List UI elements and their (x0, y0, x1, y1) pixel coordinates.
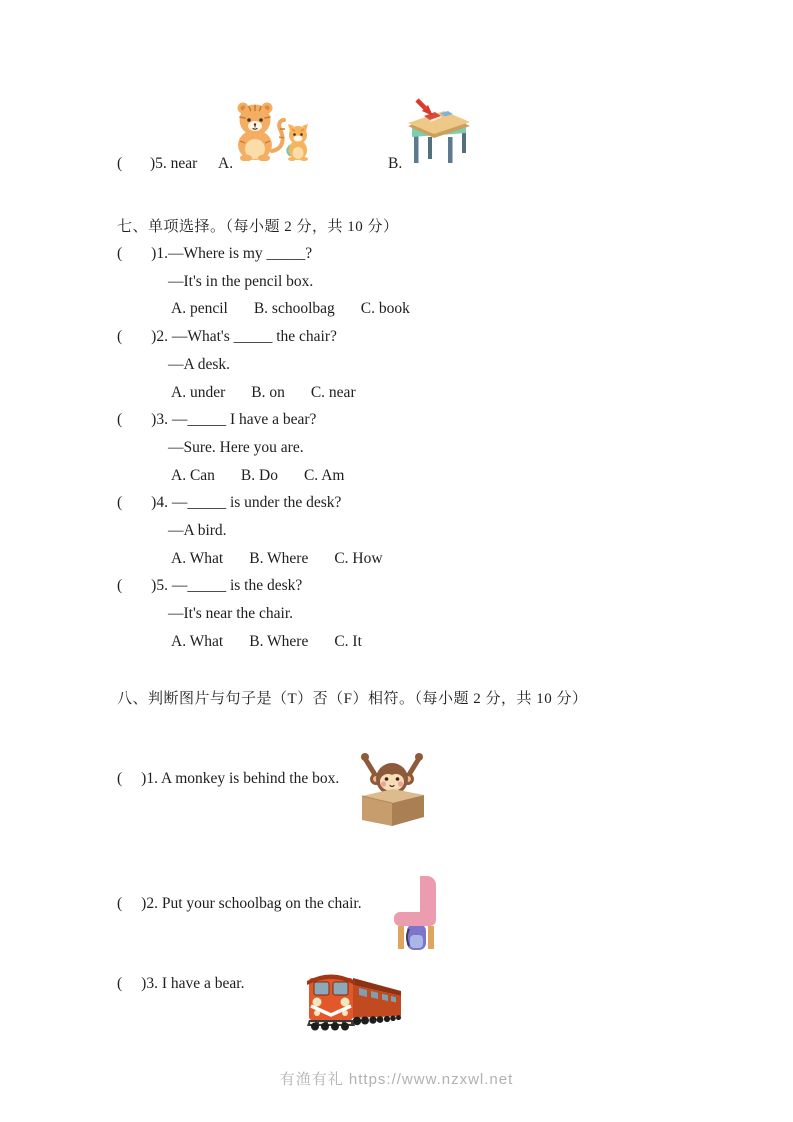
section7-questions (0, 240, 793, 656)
tiger-and-cat-image (228, 99, 313, 161)
question-1-options (0, 295, 793, 323)
question-5-options (0, 628, 793, 656)
judge-item-2 (117, 838, 445, 915)
judge-item-3-text: )3. I have a bear. (141, 975, 245, 992)
judge-item-1 (117, 712, 434, 790)
question-2-options (0, 379, 793, 407)
option-c: C. near (310, 383, 356, 401)
option-b-label: B. (388, 155, 403, 172)
option-b: B. Do (240, 466, 278, 484)
question-4-line (0, 489, 793, 517)
answer-paren: ( (117, 975, 123, 992)
option-c: C. book (360, 300, 410, 318)
option-c: C. It (334, 632, 362, 650)
option-a: A. under (171, 383, 226, 401)
question-3-answer: —Sure. Here you are. (168, 438, 304, 456)
train-image (301, 928, 408, 995)
option-a: A. pencil (171, 300, 228, 318)
question-4-options (0, 545, 793, 573)
option-c: C. Am (303, 466, 345, 484)
option-a: A. What (171, 632, 224, 650)
judge-item-1-text: )1. A monkey is behind the box. (141, 770, 340, 787)
option-a-label: A. (218, 155, 234, 172)
question-4-answer: —A bird. (168, 522, 227, 540)
question-2-line (0, 323, 793, 351)
question-3-line (0, 406, 793, 434)
answer-paren: ( (117, 155, 123, 172)
option-a: A. What (171, 549, 224, 567)
question-1-answer: —It's in the pencil box. (168, 272, 314, 290)
judge-item-3 (117, 928, 408, 995)
question-3-options (0, 462, 793, 490)
question-2-answer: —A desk. (168, 355, 230, 373)
question-4-text: )4. —_____ is under the desk? (151, 494, 342, 512)
option-b: B. Where (249, 632, 309, 650)
question-1-text: )1.—Where is my _____? (151, 245, 313, 262)
chair-with-schoolbag-image (390, 838, 445, 915)
judge-item-2-text: )2. Put your schoolbag on the chair. (141, 895, 362, 912)
option-b: B. Where (249, 549, 309, 567)
answer-paren: ( (117, 895, 123, 912)
answer-paren: ( (117, 411, 123, 429)
answer-paren: ( (117, 577, 123, 595)
site-watermark: 有渔有礼 https://www.nzxwl.net (279, 1071, 514, 1088)
answer-paren: ( (117, 494, 123, 512)
option-b: B. on (251, 383, 285, 401)
question-3-text: )3. —_____ I have a bear? (151, 411, 317, 429)
option-b: B. schoolbag (253, 300, 335, 318)
option-c: C. How (334, 549, 383, 567)
question-5-answer: —It's near the chair. (168, 605, 294, 623)
question-1-line (0, 240, 793, 268)
option-a: A. Can (171, 466, 215, 484)
section8-title: 八、判断图片与句子是（T）否（F）相符。（每小题 2 分，共 10 分） (117, 691, 588, 707)
answer-paren: ( (117, 328, 123, 346)
answer-paren: ( (117, 770, 123, 787)
question-5-line (0, 572, 793, 600)
desk-with-books-image (404, 97, 472, 165)
answer-paren: ( (117, 245, 123, 262)
section7-title: 七、单项选择。（每小题 2 分，共 10 分） (117, 219, 399, 235)
matching-item-label: )5. near (150, 155, 198, 172)
monkey-in-box-image (349, 712, 434, 790)
question-5-text: )5. —_____ is the desk? (151, 577, 303, 595)
question-2-text: )2. —What's _____ the chair? (151, 328, 337, 346)
matching-item-near (0, 97, 793, 172)
